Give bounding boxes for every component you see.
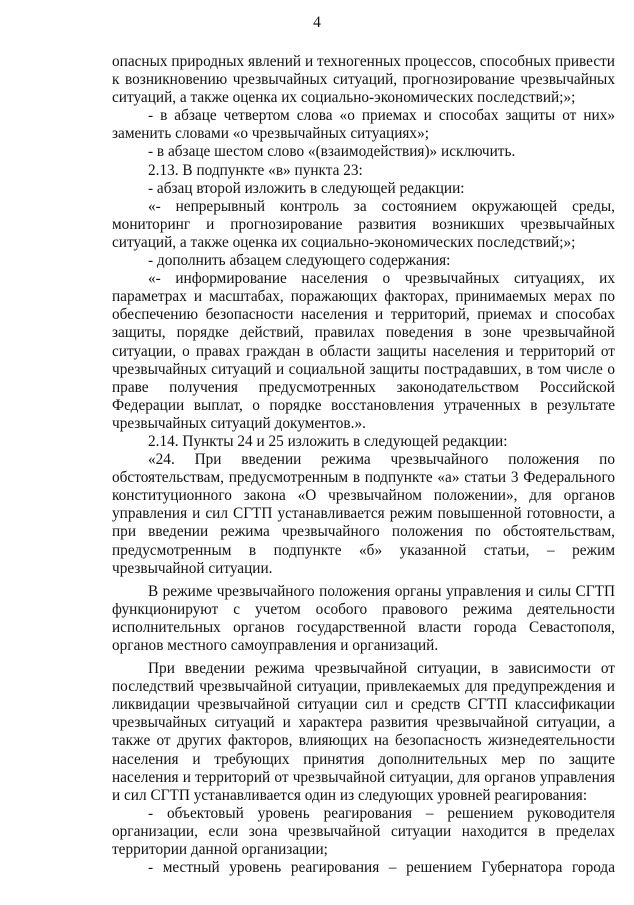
paragraph-11: В режиме чрезвычайного положения органы управления и силы СГТП функционируют с учетом особого правового режима деятельности исполнительных органов государственной власти города Севастополя, органов местного самоуправления и организаций. [112,582,615,654]
paragraph-5: - абзац второй изложить в следующей редакции: [148,179,465,197]
paragraph-8: «- информирование населения о чрезвычайных ситуациях, их параметрах и масштабах, поражающих факторах, принимаемых мерах по обеспечению безопасности населения и территорий, приемах и способах защиты, порядке действий, правилах поведения в зоне чрезвычайной ситуации, о правах граждан в области защиты населения и территорий от чрезвычайных ситуаций и социальной защиты пострадавших, в том числе о праве получения предусмотренных законодательством Российской Федерации выплат, о порядке восстановления утраченных в результате чрезвычайных ситуаций документов.». [112,270,615,432]
document-body [112,53,615,877]
paragraph-6: «- непрерывный контроль за состоянием окружающей среды, мониторинг и прогнозирование развития возникших чрезвычайных ситуаций, а также оценка их социально-экономических последствий;»; [112,197,615,251]
paragraph-3: - в абзаце шестом слово «(взаимодействия)» исключить. [148,143,516,161]
paragraph-7: - дополнить абзацем следующего содержания: [148,252,451,270]
paragraph-10: «24. При введении режима чрезвычайного положения по обстоятельствам, предусмотренным в подпункте «а» статьи 3 Федерального конституционного закона «О чрезвычайном положении», для органов управления и сил СГТП устанавливается режим повышенной готовности, а при введении режима чрезвычайного положения по обстоятельствам, предусмотренным в подпункте «б» указанной статьи, – режим чрезвычайной ситуации. [112,451,615,577]
paragraph-13: - объектовый уровень реагирования – решением руководителя организации, если зона чрезвычайной ситуации находится в пределах территории данной организации; [112,804,615,859]
paragraph-12: При введении режима чрезвычайной ситуации, в зависимости от последствий чрезвычайной ситуации, привлекаемых для предупреждения и ликвидации чрезвычайной ситуации сил и средств СГТП классификации чрезвычайных ситуаций и характера развития чрезвычайной ситуации, а также от других факторов, влияющих на безопасность жизнедеятельности населения и требующих принятия дополнительных мер по защите населения и территорий от чрезвычайной ситуации, для органов управления и сил СГТП устанавливается один из следующих уровней реагирования: [112,660,615,804]
paragraph-9: 2.14. Пункты 24 и 25 изложить в следующей редакции: [148,432,508,450]
page-number: 4 [313,14,321,31]
paragraph-14: - местный уровень реагирования – решением Губернатора города [148,859,615,877]
paragraph-1: опасных природных явлений и техногенных процессов, способных привести к возникновению чрезвычайных ситуаций, прогнозирование чрезвычайных ситуаций, а также оценка их социально-экономических последствий;»; [112,53,615,107]
paragraph-2: - в абзаце четвертом слова «о приемах и способах защиты от них» заменить словами «о чрезвычайных ситуациях»; [112,107,615,143]
paragraph-4: 2.13. В подпункте «в» пункта 23: [148,161,363,179]
